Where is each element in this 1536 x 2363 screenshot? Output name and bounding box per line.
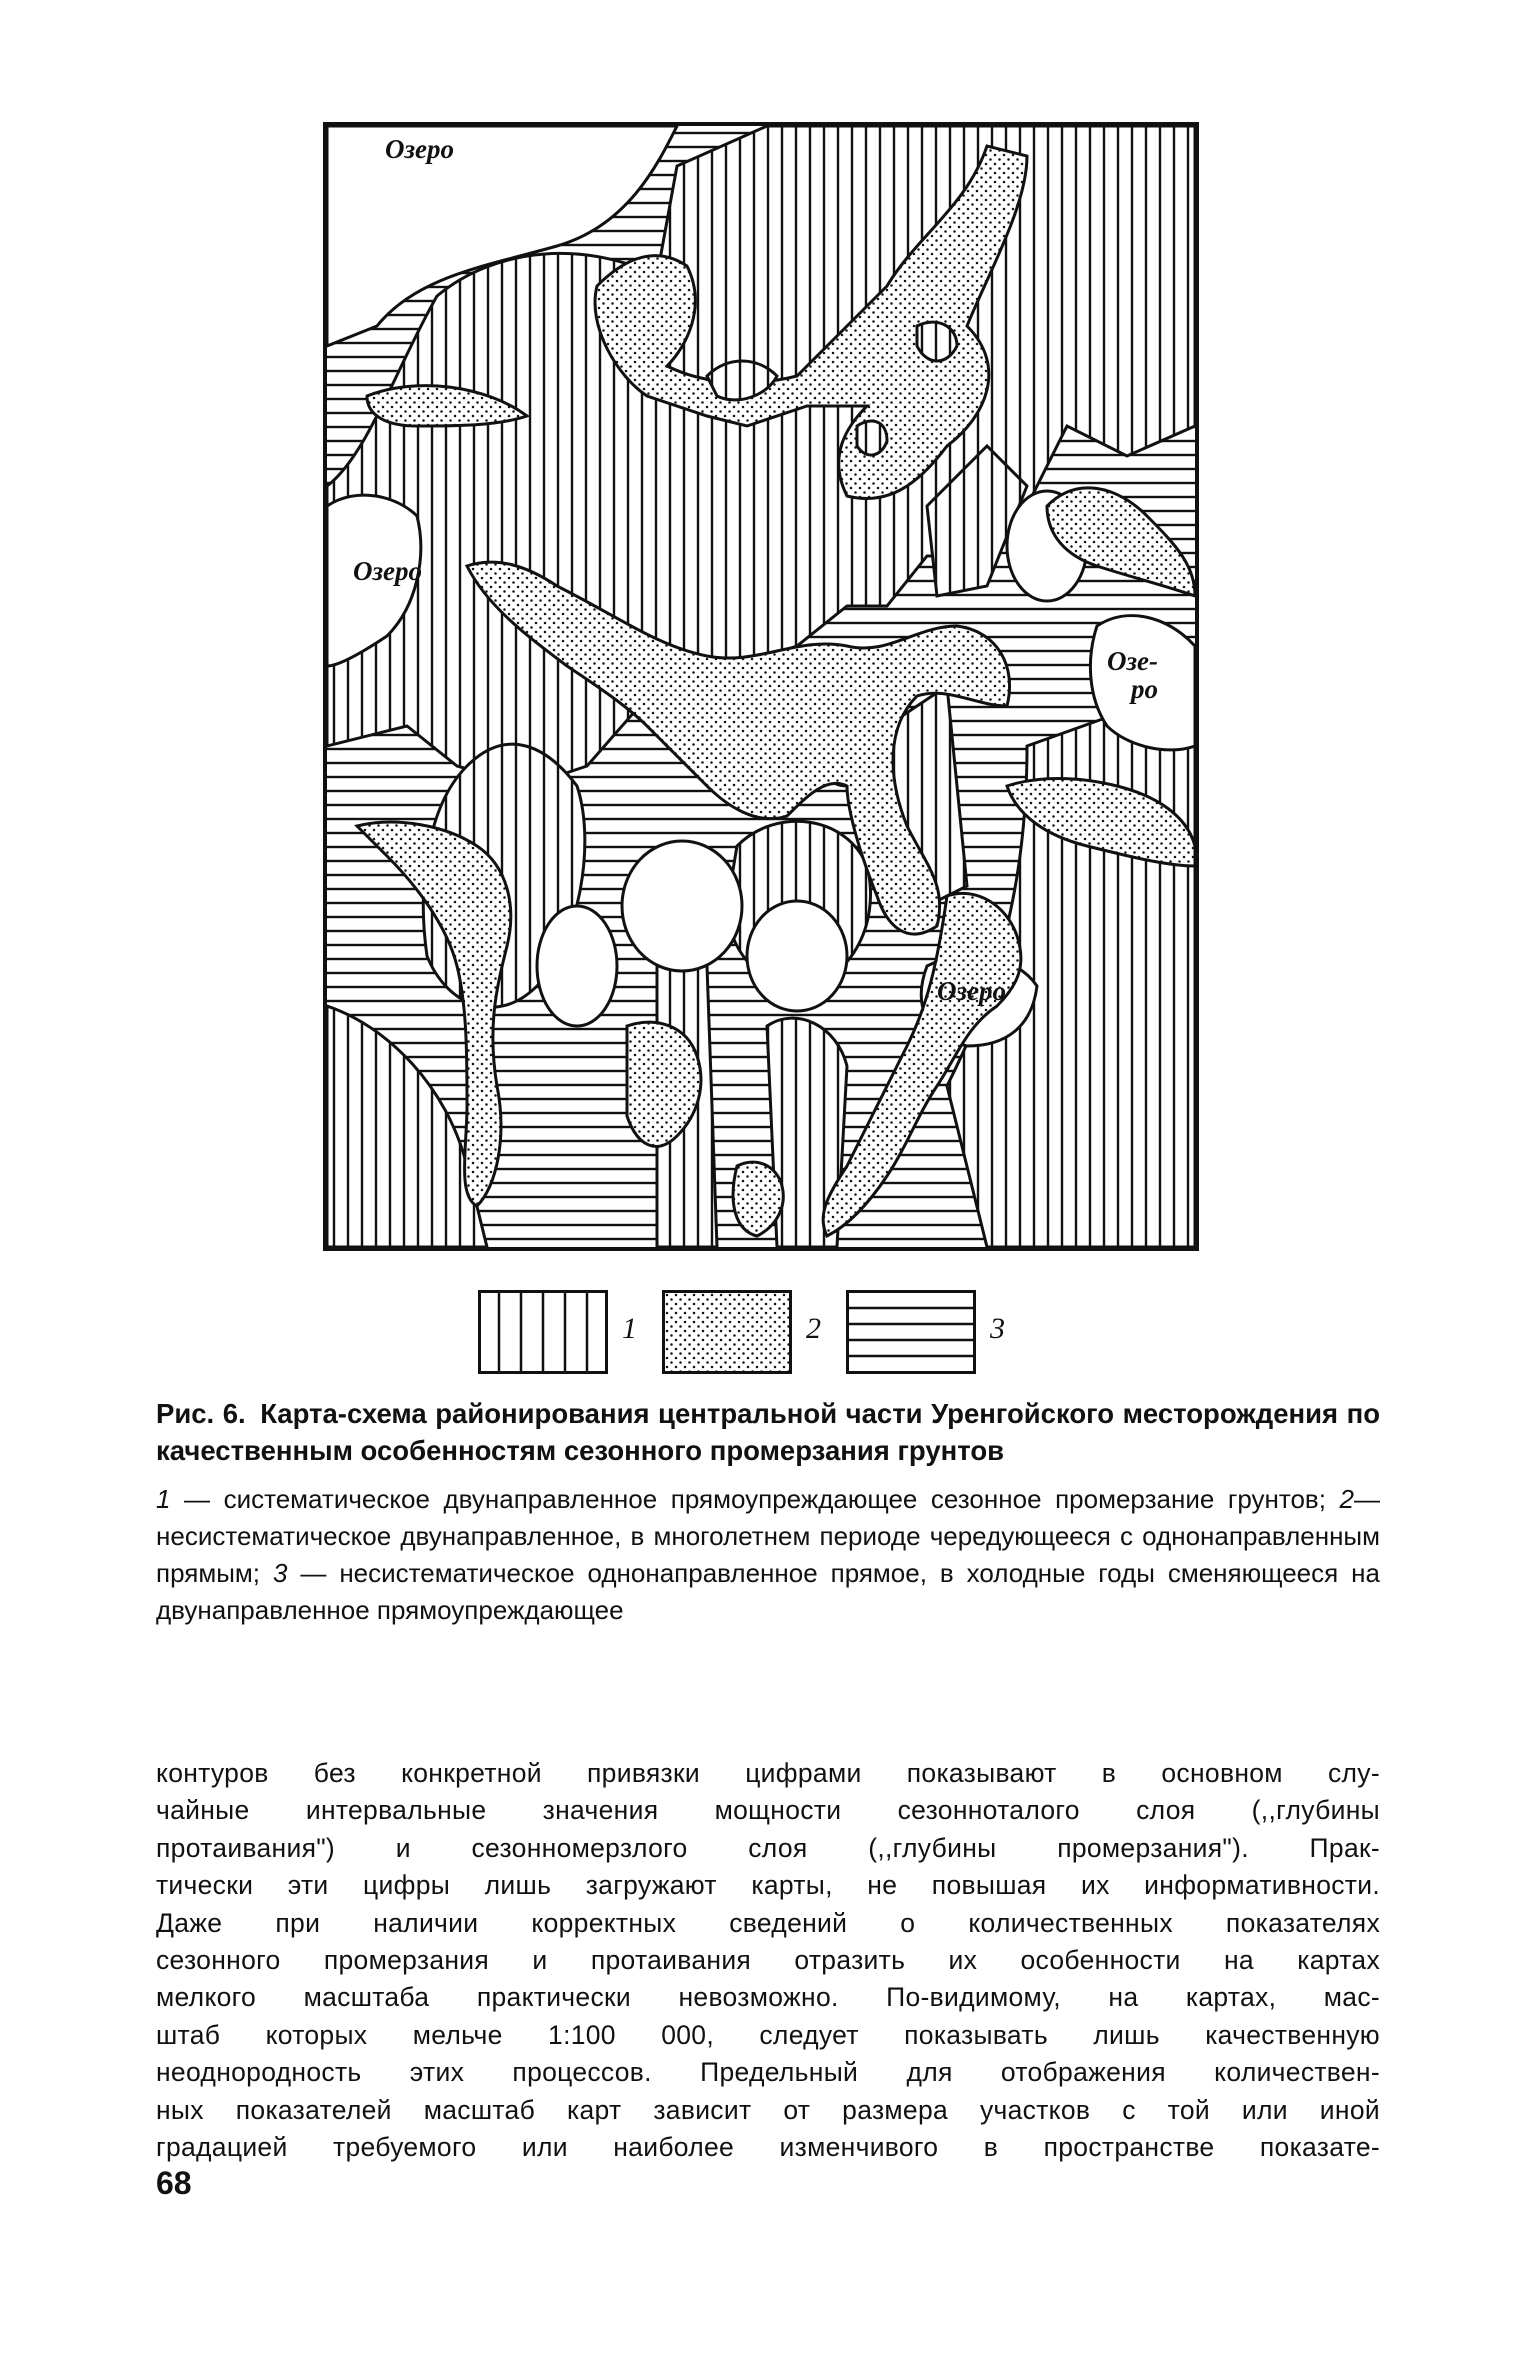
zoning-map <box>323 122 1199 1251</box>
caption-legend-text-1: систематическое двунаправленное прямоупреждающее сезонное промерзание грунтов; <box>223 1484 1326 1514</box>
caption-title-text: Карта-схема районирования центральной части Уренгойского месторождения по качественным особенностям сезонного промерзания грунтов <box>156 1398 1381 1466</box>
caption-label: Рис. 6. <box>156 1398 246 1429</box>
figure-caption <box>156 1395 1380 1629</box>
legend-swatch-vertical-hatch <box>478 1290 608 1374</box>
caption-legend-num-3: 3 <box>272 1558 288 1588</box>
caption-title <box>156 1395 1380 1469</box>
caption-legend-text-3: несистематическое однонаправленное прямое, в холодные годы сменяющееся на двунаправленное прямоупреждающее <box>156 1558 1380 1625</box>
legend-number-3: 3 <box>990 1312 1005 1345</box>
body-line: неоднородность этих процессов. Предельный для отображения количествен- <box>156 2057 1380 2088</box>
map-legend <box>478 1290 1038 1374</box>
lake-label-3a: Озе- <box>1107 646 1159 676</box>
caption-legend-text: 1 — систематическое двунаправленное прямоупреждающее сезонное промерзание грунтов; 2—несистематическое двунаправленное, в многолетнем периоде чередующееся с однонаправленным прямым; 3 — несистематическое однонаправленное прямое, в холодные годы сменяющееся на двунаправленное прямоупреждающее <box>156 1484 1380 1625</box>
body-line: протаивания") и сезонномерзлого слоя (,,глубины промерзания"). Прак- <box>156 1832 1380 1863</box>
body-line: градацией требуемого или наиболее изменчивого в пространстве показате- <box>156 2131 1380 2162</box>
body-line: Даже при наличии корректных сведений о количественных показателях <box>156 1907 1380 1938</box>
body-line: сезонного промерзания и протаивания отразить их особенности на картах <box>156 1944 1380 1975</box>
body-paragraph <box>156 1755 1380 2166</box>
lake-label-1: Озеро <box>385 134 455 164</box>
body-line: ных показателей масштаб карт зависит от размера участков с той или иной <box>156 2094 1380 2125</box>
lake-label-4: Озеро <box>937 976 1007 1006</box>
lake-label-2: Озеро <box>353 556 423 586</box>
caption-legend-num-1: 1 <box>156 1484 171 1514</box>
legend-swatch-horizontal-hatch <box>846 1290 976 1374</box>
body-line: штаб которых мельче 1:100 000, следует показывать лишь качественную <box>156 2019 1380 2050</box>
caption-legend-num-2: 2 <box>1339 1484 1354 1514</box>
body-line: тически эти цифры лишь загружают карты, не повышая их информативности. <box>156 1870 1380 1901</box>
legend-number-2: 2 <box>806 1312 821 1345</box>
zoning-map-graphic <box>327 126 1195 1247</box>
page-number: 68 <box>156 2165 192 2201</box>
caption-legend-text-2: несистематическое двунаправленное, в многолетнем периоде чередующееся с однонаправленным прямым; <box>156 1521 1380 1588</box>
body-line: чайные интервальные значения мощности сезонноталого слоя (,,глубины <box>156 1795 1380 1826</box>
body-line: мелкого масштаба практически невозможно. По-видимому, на картах, мас- <box>156 1982 1380 2013</box>
legend-swatch-stipple <box>662 1290 792 1374</box>
body-line: контуров без конкретной привязки цифрами показывают в основном слу- <box>156 1758 1380 1788</box>
legend-number-1: 1 <box>622 1312 637 1345</box>
lake-label-3b: ро <box>1131 674 1158 704</box>
